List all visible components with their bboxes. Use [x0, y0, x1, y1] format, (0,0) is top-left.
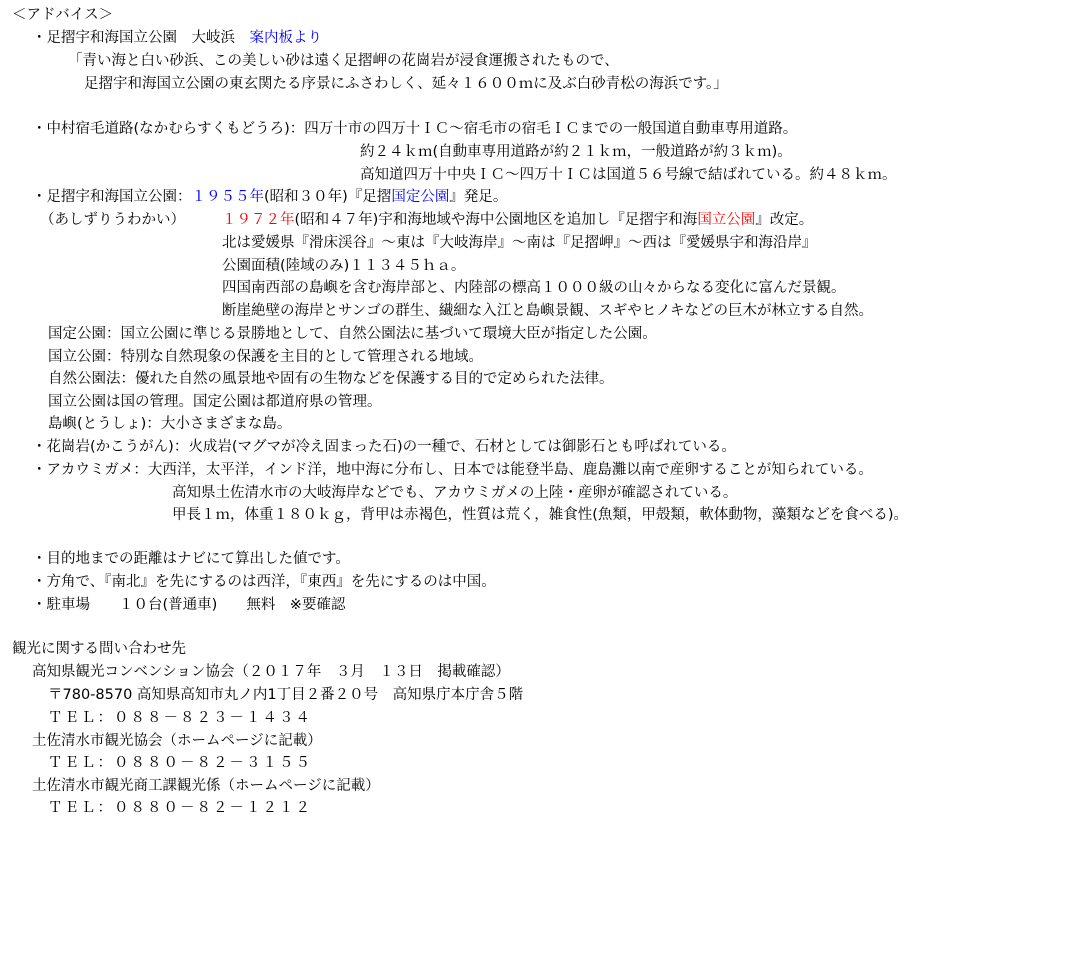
contact-org-3-tel: ＴＥＬ：０８８０－８２－１２１２: [48, 800, 312, 816]
year-1955: １９５５年: [191, 189, 264, 205]
road-line-3: 高知道四万十中央ＩＣ～四万十ＩＣは国道５６号線で結ばれている。約４８ｋｍ。: [360, 167, 897, 183]
contact-org-2: 土佐清水市観光協会（ホームページに記載）: [32, 733, 322, 749]
national-park-link[interactable]: 国立公園: [697, 212, 756, 228]
park-quote-line-1: 「青い海と白い砂浜、この美しい砂は遠く足摺岬の花崗岩が浸食運搬されたもので、: [68, 53, 619, 69]
road-line-1: ・中村宿毛道路(なかむらすくもどうろ)：四万十市の四万十ＩＣ～宿毛市の宿毛ＩＣまでの一般国道自動車専用道路。: [32, 121, 798, 137]
road-line-2: 約２４ｋｍ(自動車専用道路が約２１ｋｍ，一般道路が約３ｋｍ)。: [360, 144, 792, 160]
definition-management: 国立公園は国の管理。国定公園は都道府県の管理。: [48, 394, 382, 410]
national-park-line-2: １９７２年(昭和４７年)宇和海地域や海中公園地区を追加し『足摺宇和海国立公園』改定。: [222, 212, 814, 228]
turtle-line-3: 甲長１ｍ，体重１８０ｋｇ，背甲は赤褐色，性質は荒く，雑食性(魚類，甲殻類，軟体動物，藻類などを食べる)。: [172, 507, 909, 523]
definition-natural-parks-act: 自然公園法：優れた自然の風景地や固有の生物などを保護する目的で定められた法律。: [48, 371, 614, 387]
national-park-detail-1: 北は愛媛県『滑床渓谷』～東は『大岐海岸』～南は『足摺岬』～西は『愛媛県宇和海沿岸』: [222, 235, 817, 251]
contacts-heading: 観光に関する問い合わせ先: [12, 641, 186, 657]
contact-org-1: 高知県観光コンベンション協会（２０１７年 ３月 １３日 掲載確認）: [32, 664, 510, 680]
signboard-link[interactable]: 案内板より: [249, 30, 322, 46]
year-1972: １９７２年: [222, 212, 295, 228]
quasi-national-park-link[interactable]: 国定公園: [391, 189, 450, 205]
national-park-label: ・足摺宇和海国立公園：: [32, 189, 192, 205]
note-distance: ・目的地までの距離はナビにて算出した値です。: [32, 551, 350, 567]
note-parking: ・駐車場 １０台(普通車) 無料 ※要確認: [32, 597, 346, 613]
national-park-detail-2: 公園面積(陸域のみ)１１３４５ｈａ。: [222, 258, 466, 274]
national-park-reading: （あしずりうわかい）: [40, 212, 185, 228]
definition-quasi-national-park: 国定公園：国立公園に準じる景勝地として、自然公園法に基づいて環境大臣が指定した公園。: [48, 326, 657, 342]
park-quote-line-2: 足摺宇和海国立公園の東玄関たる序景にふさわしく、延々１６００ｍに及ぶ白砂青松の海浜です。」: [84, 76, 728, 92]
contact-org-3: 土佐清水市観光商工課観光係（ホームページに記載）: [32, 778, 380, 794]
contact-org-1-tel: ＴＥＬ：０８８－８２３－１４３４: [48, 710, 312, 726]
national-park-detail-3: 四国南西部の島嶼を含む海岸部と、内陸部の標高１０００級の山々からなる変化に富んだ景観。: [222, 280, 846, 296]
definition-islands: 島嶼(とうしょ)：大小さまざまな島。: [48, 416, 292, 432]
note-direction: ・方角で、『南北』を先にするのは西洋，『東西』を先にするのは中国。: [32, 574, 496, 590]
national-park-detail-4: 断崖絶壁の海岸とサンゴの群生、繊細な入江と島嶼景観、スギやヒノキなどの巨木が林立する自然。: [222, 303, 874, 319]
park-item: [32, 27, 322, 49]
turtle-line-1: ・アカウミガメ：大西洋，太平洋，インド洋，地中海に分布し、日本では能登半島、鹿島灘以南で産卵することが知られている。: [32, 462, 873, 478]
national-park-line-1: ・足摺宇和海国立公園：１９５５年(昭和３０年)『足摺国定公園』発足。: [32, 189, 508, 205]
contact-org-1-address: 〒780-8570 高知県高知市丸ノ内1丁目２番２０号 高知県庁本庁舎５階: [48, 687, 524, 703]
park-item-title: ・足摺宇和海国立公園 大岐浜: [32, 30, 235, 46]
definition-national-park: 国立公園：特別な自然現象の保護を主目的として管理される地域。: [48, 349, 483, 365]
turtle-line-2: 高知県土佐清水市の大岐海岸などでも、アカウミガメの上陸・産卵が確認されている。: [172, 485, 738, 501]
contact-org-2-tel: ＴＥＬ：０８８０－８２－３１５５: [48, 755, 312, 771]
advice-heading: ＜アドバイス＞: [12, 7, 114, 23]
granite-note: ・花崗岩(かこうがん)：火成岩(マグマが冷え固まった石)の一種で、石材としては御影石とも呼ばれている。: [32, 439, 736, 455]
